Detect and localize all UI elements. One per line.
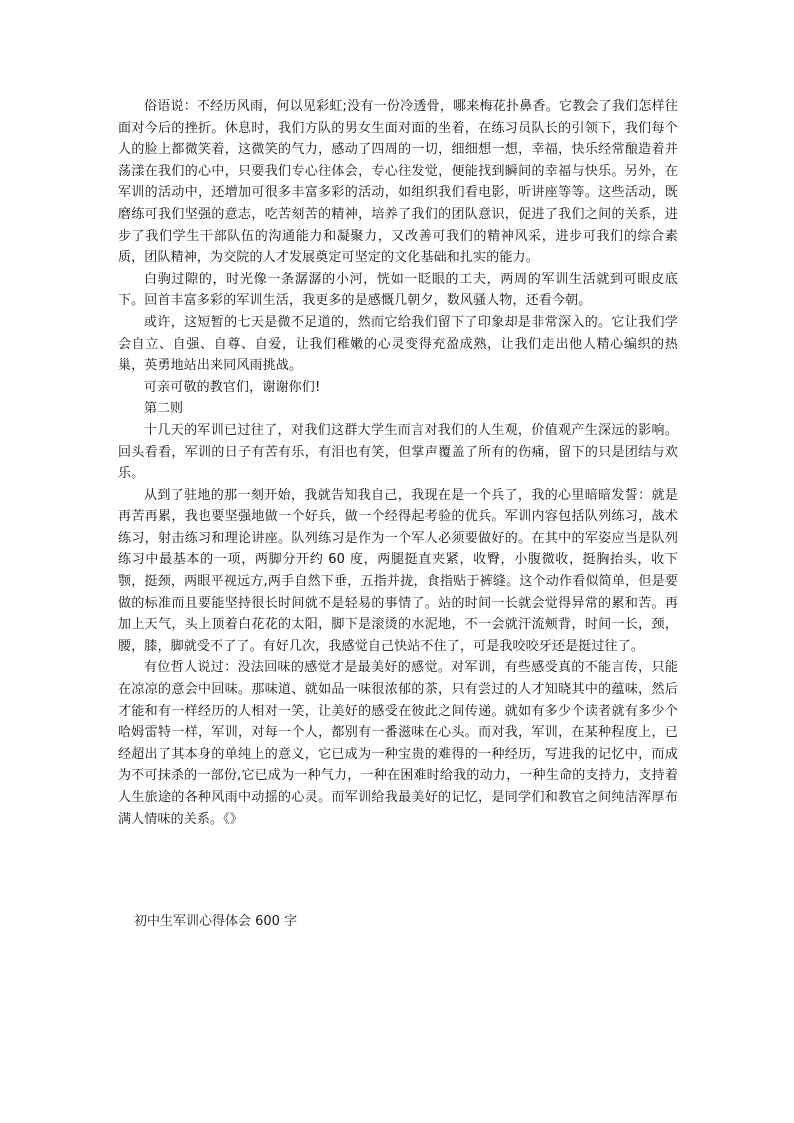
next-article-title: 初中生军训心得体会 600 字 xyxy=(134,914,298,929)
paragraph-time-passing: 白驹过隙的，时光像一条潺潺的小河，恍如一眨眼的工夫，两周的军训生活就到可眼皮底下。回首丰富多彩的军训生活，我更多的是感慨几朝夕，数风骚人物，还看今朝。 xyxy=(118,271,678,309)
paragraph-thanks: 可亲可敬的教官们，谢谢你们! xyxy=(144,379,321,395)
paragraph-drill: 从到了驻地的那一刻开始，我就告知我自己，我现在是一个兵了，我的心里暗暗发誓：就是再苦再累，我也要坚强地做一个好兵，做一个经得起考验的优兵。军训内容包括队列练习，战术练习，射击练习和理论讲座。队列练习是作为一个军人必须要做好的。在其中的军姿应当是队列练习中最基本的一项，两脚分开约 60 度，两腿挺直夹紧，收臀，小腹微收，挺胸抬头，收下颚，挺颈，两眼平视远方,两手自然下垂，五指并拢，食指贴于裤缝。这个动作看似简单，但是要做的标准而且要能坚持很长时间就不是轻易的事情了。站的时间一长就会觉得异常的累和苦。再加上天气，头上顶着白花花的太阳，脚下是滚烫的水泥地，不一会就汗流颊背，时间一长，颈，腰，膝，脚就受不了了。有好几次，我感觉自己快站不住了，可是我咬咬牙还是挺过往了。 xyxy=(118,487,678,654)
paragraph-second-intro: 十几天的军训已过往了，对我们这群大学生而言对我们的人生观，价值观产生深远的影响。回头看看，军训的日子有苦有乐，有泪也有笑，但掌声覆盖了所有的伤痛，留下的只是团结与欢乐。 xyxy=(118,422,678,482)
paragraph-reflection: 有位哲人说过：没法回味的感觉才是最美好的感觉。对军训，有些感受真的不能言传，只能在凉凉的意会中回味。那味道、就如品一味很浓郁的茶，只有尝过的人才知晓其中的蕴味，然后才能和有一样经历的人相对一笑，让美好的感受在彼此之间传递。就如有多少个读者就有多少个哈姆雷特一样，军训，对每一个人，都别有一番滋味在心头。而对我，军训，在某种程度上，已 经超出了其本身的单纯上的意义，它已成为一种宝贵的难得的一种经历，写进我的记忆中，而成为不可抹杀的一部份,它已成为一种气力，一种在困难时给我的动力，一种生命的支持力，支持着人生旅途的各种风雨中动摇的心灵。而军训给我最美好的记忆，是同学们和教官之间纯洁浑厚布满人情味的关系。《》 xyxy=(118,660,678,827)
paragraph-seven-days: 或许，这短暂的七天是微不足道的，然而它给我们留下了印象却是非常深入的。它让我们学会自立、自强、自尊、自爱，让我们稚嫩的心灵变得充盈成熟，让我们走出他人精心编织的热巢，英勇地站出来同风雨挑战。 xyxy=(118,314,678,374)
section-heading-second: 第二则 xyxy=(144,401,184,417)
essay-body xyxy=(118,96,678,830)
paragraph-intro: 俗语说：不经历风雨，何以见彩虹;没有一份冷透骨，哪来梅花扑鼻香。它教会了我们怎样往面对今后的挫折。休息时，我们方队的男女生面对面的坐着，在练习员队长的引领下，我们每个人的脸上都微笑着，这微笑的气力，感动了四周的一切，细细想一想，幸福，快乐经常酿造着并荡漾在我们的心中，只要我们专心往体会，专心往发觉，便能找到瞬间的幸福与快乐。另外，在军训的活动中，还增加可很多丰富多彩的活动，如组织我们看电影，听讲座等等。这些活动，既磨练可我们坚强的意志，吃苦刻苦的精神，培养了我们的团队意识，促进了我们之间的关系，进步了我们学生干部队伍的沟通能力和凝聚力，又改善可我们的精神风采，进步可我们的综合素质，团队精神，为交院的人才发展奠定可坚定的文化基础和扎实的能力。 xyxy=(118,99,678,266)
